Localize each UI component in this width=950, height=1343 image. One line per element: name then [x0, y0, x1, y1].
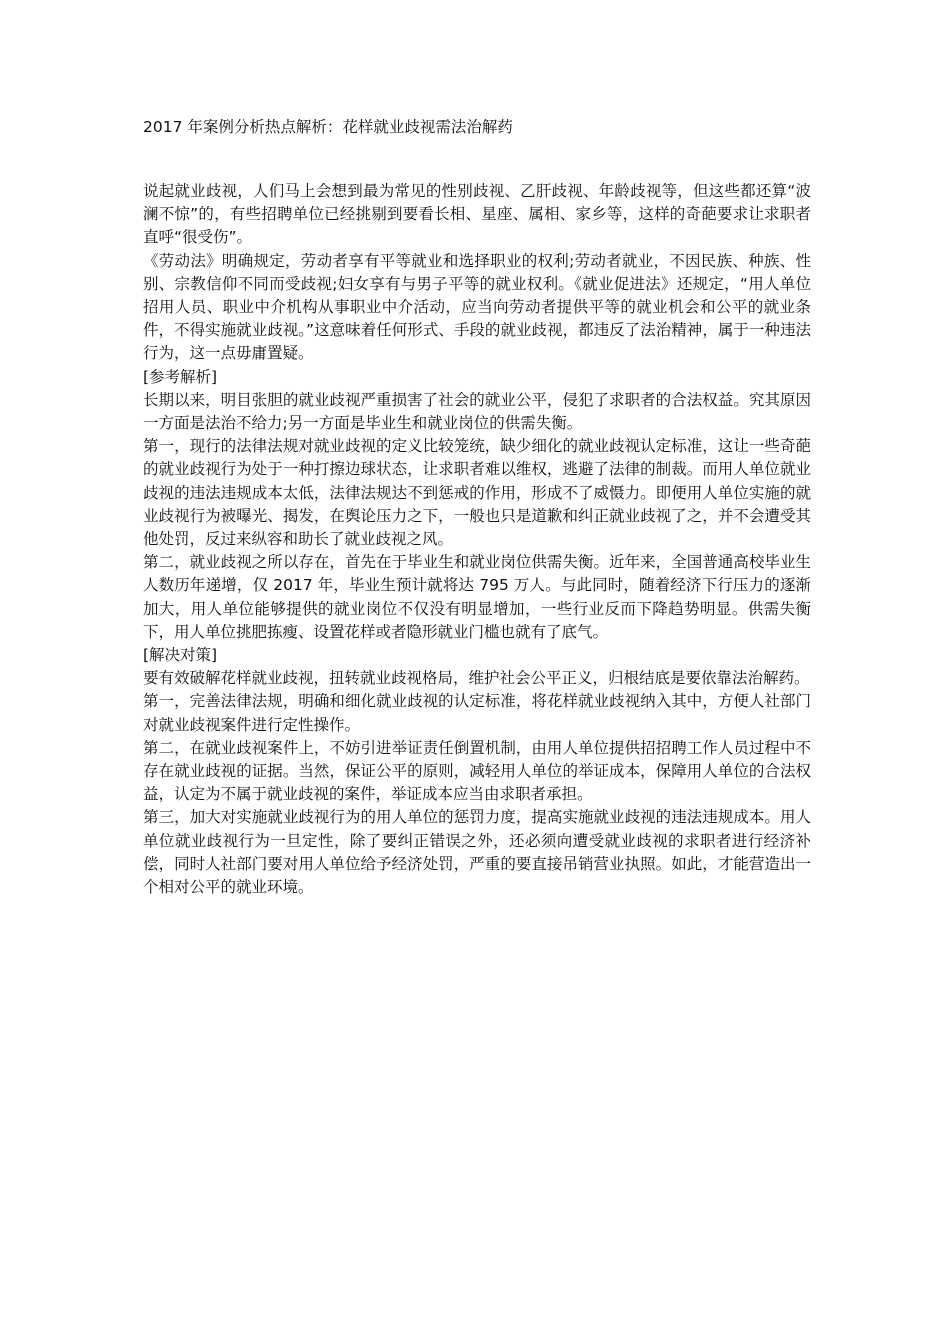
section-heading-analysis: [参考解析]: [143, 367, 218, 386]
paragraph-analysis-first: 第一，现行的法律法规对就业歧视的定义比较笼统，缺少细化的就业歧视认定标准，这让一些奇葩的就业歧视行为处于一种打擦边球状态，让求职者难以维权，逃避了法律的制裁。而用人单位就业歧视的违法违规成本太低，法律法规达不到惩戒的作用，形成不了威慑力。即便用人单位实施的就业歧视行为被曝光、揭发，在舆论压力之下，一般也只是道歉和纠正就业歧视了之，并不会遭受其他处罚，反过来纵容和助长了就业歧视之风。: [143, 437, 811, 549]
paragraph-solution-third: 第三，加大对实施就业歧视行为的用人单位的惩罚力度，提高实施就业歧视的违法违规成本。用人单位就业歧视行为一旦定性，除了要纠正错误之外，还必须向遭受就业歧视的求职者进行经济补偿，同时人社部门要对用人单位给予经济处罚，严重的要直接吊销营业执照。如此，才能营造出一个相对公平的就业环境。: [143, 808, 811, 897]
document-page: [143, 116, 811, 899]
document-title: 2017 年案例分析热点解析：花样就业歧视需法治解药: [143, 118, 513, 136]
paragraph-solutions-summary: 要有效破解花样就业歧视，扭转就业歧视格局，维护社会公平正义，归根结底是要依靠法治解药。: [143, 669, 810, 688]
paragraph-solution-first: 第一，完善法律法规，明确和细化就业歧视的认定标准，将花样就业歧视纳入其中，方便人社部门对就业歧视案件进行定性操作。: [143, 692, 811, 734]
document-body: [143, 180, 811, 899]
section-heading-solutions: [解决对策]: [143, 646, 218, 665]
paragraph-labor-law: 《劳动法》明确规定，劳动者享有平等就业和选择职业的权利;劳动者就业，不因民族、种族、性别、宗教信仰不同而受歧视;妇女享有与男子平等的就业权利。《就业促进法》还规定，“用人单位招用人员、职业中介机构从事职业中介活动，应当向劳动者提供平等的就业机会和公平的就业条件，不得实施就业歧视。”这意味着任何形式、手段的就业歧视，都违反了法治精神，属于一种违法行为，这一点毋庸置疑。: [143, 251, 811, 363]
paragraph-analysis-second: 第二，就业歧视之所以存在，首先在于毕业生和就业岗位供需失衡。近年来，全国普通高校毕业生人数历年递增，仅 2017 年，毕业生预计就将达 795 万人。与此同时，随着经济下行压力的逐渐加大，用人单位能够提供的就业岗位不仅没有明显增加，一些行业反而下降趋势明显。供需失衡下，用人单位挑肥拣瘦、设置花样或者隐形就业门槛也就有了底气。: [143, 553, 811, 641]
paragraph-intro: 说起就业歧视，人们马上会想到最为常见的性别歧视、乙肝歧视、年龄歧视等，但这些都还算“波澜不惊”的，有些招聘单位已经挑剔到要看长相、星座、属相、家乡等，这样的奇葩要求让求职者直呼“很受伤”。: [143, 182, 811, 247]
paragraph-solution-second: 第二，在就业歧视案件上，不妨引进举证责任倒置机制，由用人单位提供招招聘工作人员过程中不存在就业歧视的证据。当然，保证公平的原则，减轻用人单位的举证成本，保障用人单位的合法权益，认定为不属于就业歧视的案件，举证成本应当由求职者承担。: [143, 738, 811, 804]
paragraph-analysis-summary: 长期以来，明目张胆的就业歧视严重损害了社会的就业公平，侵犯了求职者的合法权益。究其原因一方面是法治不给力;另一方面是毕业生和就业岗位的供需失衡。: [143, 390, 811, 433]
